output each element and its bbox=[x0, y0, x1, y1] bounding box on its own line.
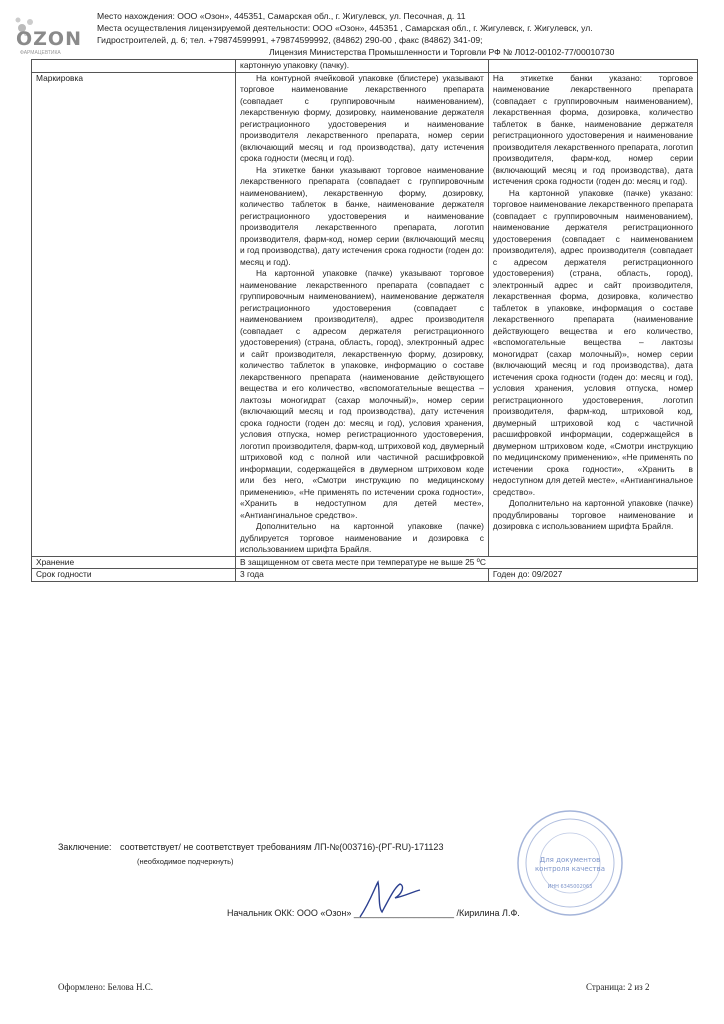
marking-result bbox=[488, 72, 697, 556]
table-row-continuation bbox=[32, 60, 698, 73]
shelf-life-requirement: 3 года bbox=[235, 569, 488, 582]
header-line-license: Лицензия Министерства Промышленности и Торговли РФ № Л012-00102-77/00010730 bbox=[269, 47, 615, 57]
quality-table bbox=[31, 59, 698, 582]
conclusion-label: Заключение: bbox=[58, 842, 112, 852]
logo-subtitle: ФАРМАЦЕВТИКА bbox=[20, 50, 61, 56]
page-number: Страница: 2 из 2 bbox=[586, 982, 650, 992]
stamp-text-line2: контроля качества bbox=[534, 865, 606, 873]
storage-value: В защищенном от света месте при температуре не выше 25 ºС bbox=[235, 556, 697, 569]
header-line-contacts: Гидростроителей, д. 6; тел. +79874599991, +79874599992, (84862) 290-00 , факс (84862) 341-09; bbox=[97, 35, 483, 45]
header-line-address: Место нахождения: ООО «Озон», 445351, Самарская обл., г. Жигулевск, ул. Песочная, д. 11 bbox=[97, 11, 466, 21]
conclusion-note: (необходимое подчеркнуть) bbox=[137, 857, 234, 866]
shelf-life-result: Годен до: 09/2027 bbox=[488, 569, 697, 582]
stamp-text-line1: Для документов bbox=[539, 856, 601, 864]
marking-requirement bbox=[235, 72, 488, 556]
requirement-braille: Дополнительно на картонной упаковке (пачке) дублируется торговое наименование и дозировка с использованием шрифта Брайля. bbox=[239, 521, 484, 554]
continuation-cell: картонную упаковку (пачку). bbox=[235, 60, 488, 73]
quality-control-stamp bbox=[515, 808, 625, 918]
header-line-activity: Места осуществления лицензируемой деятельности: ООО «Озон», 445351 , Самарская обл., г. Жигулевск, г. Жигулевск, ул. bbox=[97, 23, 593, 33]
stamp-inn: ИНН 6345002063 bbox=[547, 884, 593, 890]
result-carton: На картонной упаковке (пачке) указано: торговое наименование лекарственного препарата (совпадает с группировочным наименованием), наименование держателя регистрационного удостоверения (совпадает с наименованием производителя), адрес производителя (совпадает с адресом держателя регистрационного удостоверения) (страна, область, город), электронный адрес и сайт производителя, лекарственная форма, дозировка, количество таблеток в упаковке, информация о составе лекарственного препарата (наименование действующего вещества и его количество, «вспомогательные вещества – лактозы моногидрат (сахар молочный)», номер серии (включающий месяц и год производства), дата истечения срока годности (годен до: месяц и год), условия хранения, условия отпуска, номер регистрационного удостоверения, логотип производителя, фарм-код, штриховой код, двумерный штриховой код с частичной расшифровкой информации, содержащейся в двумерном штриховом коде, «Смотри инструкцию по медицинскому применению», «Не применять по истечении срока годности», «Хранить в недоступном для детей месте», «Антиангинальное средство». bbox=[492, 187, 693, 497]
row-label-marking: Маркировка bbox=[32, 72, 236, 556]
result-jar-label: На этикетке банки указано: торговое наименование лекарственного препарата (совпадает с группировочным наименованием), лекарственная форма, дозировка, количество таблеток в банке, наименование держателя регистрационного удостоверения и наименование производителя лекарственного препарата, логотип производителя, фарм-код, номер серии (включающий месяц и год производства), дата истечения срока годности (годен до: месяц и год). bbox=[492, 72, 693, 186]
result-braille: Дополнительно на картонной упаковке (пачке) продублированы торговое наименование и дозировка с использованием шрифта Брайля. bbox=[492, 498, 693, 531]
logo-text: OZON bbox=[16, 28, 82, 50]
signoff-line: Начальник ОКК: ООО «Озон» ____________________ /Кирилина Л.Ф. bbox=[227, 908, 520, 918]
row-label-storage: Хранение bbox=[32, 556, 236, 569]
table-row-storage bbox=[32, 556, 698, 569]
requirement-blister: На контурной ячейковой упаковке (блистере) указывают торговое наименование лекарственного препарата (совпадает с группировочным наименованием), лекарственную форму, дозировку, наименование держателя регистрационного удостоверения и наименование производителя лекарственного препарата, номер серии (включающий месяц и год производства), дату истечения срока годности (месяц и год). bbox=[239, 72, 484, 163]
requirement-jar-label: На этикетке банки указывают торговое наименование лекарственного препарата (совпадает с группировочным наименованием), лекарственную форму, дозировку, количество таблеток в банке, наименование держателя регистрационного удостоверения и наименование производителя лекарственного препарата, логотип производителя, фарм-код, номер серии (включающий месяц и год производства), дату истечения срока годности (годен до: месяц и год). bbox=[239, 164, 484, 267]
table-row-marking bbox=[32, 72, 698, 556]
conclusion bbox=[58, 842, 443, 852]
conclusion-text: соответствует/ не соответствует требованиям ЛП-№(003716)-(РГ-RU)-171123 bbox=[120, 842, 444, 852]
prepared-by: Оформлено: Белова Н.С. bbox=[58, 982, 153, 992]
table-row-shelf-life bbox=[32, 569, 698, 582]
signature bbox=[350, 872, 430, 922]
company-header bbox=[97, 10, 707, 58]
row-label-shelf-life: Срок годности bbox=[32, 569, 236, 582]
requirement-carton: На картонной упаковке (пачке) указывают торговое наименование лекарственного препарата (совпадает с группировочным наименованием), наименование держателя регистрационного удостоверения (совпадает с наименованием производителя), адрес производителя (совпадает с адресом держателя регистрационного удостоверения) (страна, область, город), электронный адрес и сайт производителя, лекарственную форму, дозировку, количество таблеток в упаковке, информацию о составе лекарственного препарата (наименование действующего вещества и его количество, «вспомогательные вещества – лактозы моногидрат (сахар молочный)», номер серии (включающий месяц и год производства), дату истечения срока годности (годен до: месяц и год), условия хранения, условия отпуска, номер регистрационного удостоверения, логотип производителя, фарм-код, штриховой код, двумерный штриховой код с полной или частичной расшифровкой информации, содержащейся в двумерном штриховом коде или без него, «Смотри инструкцию по медицинскому применению», «Не применять по истечении срока годности», «Хранить в недоступном для детей месте», «Антиангинальное средство». bbox=[239, 268, 484, 520]
